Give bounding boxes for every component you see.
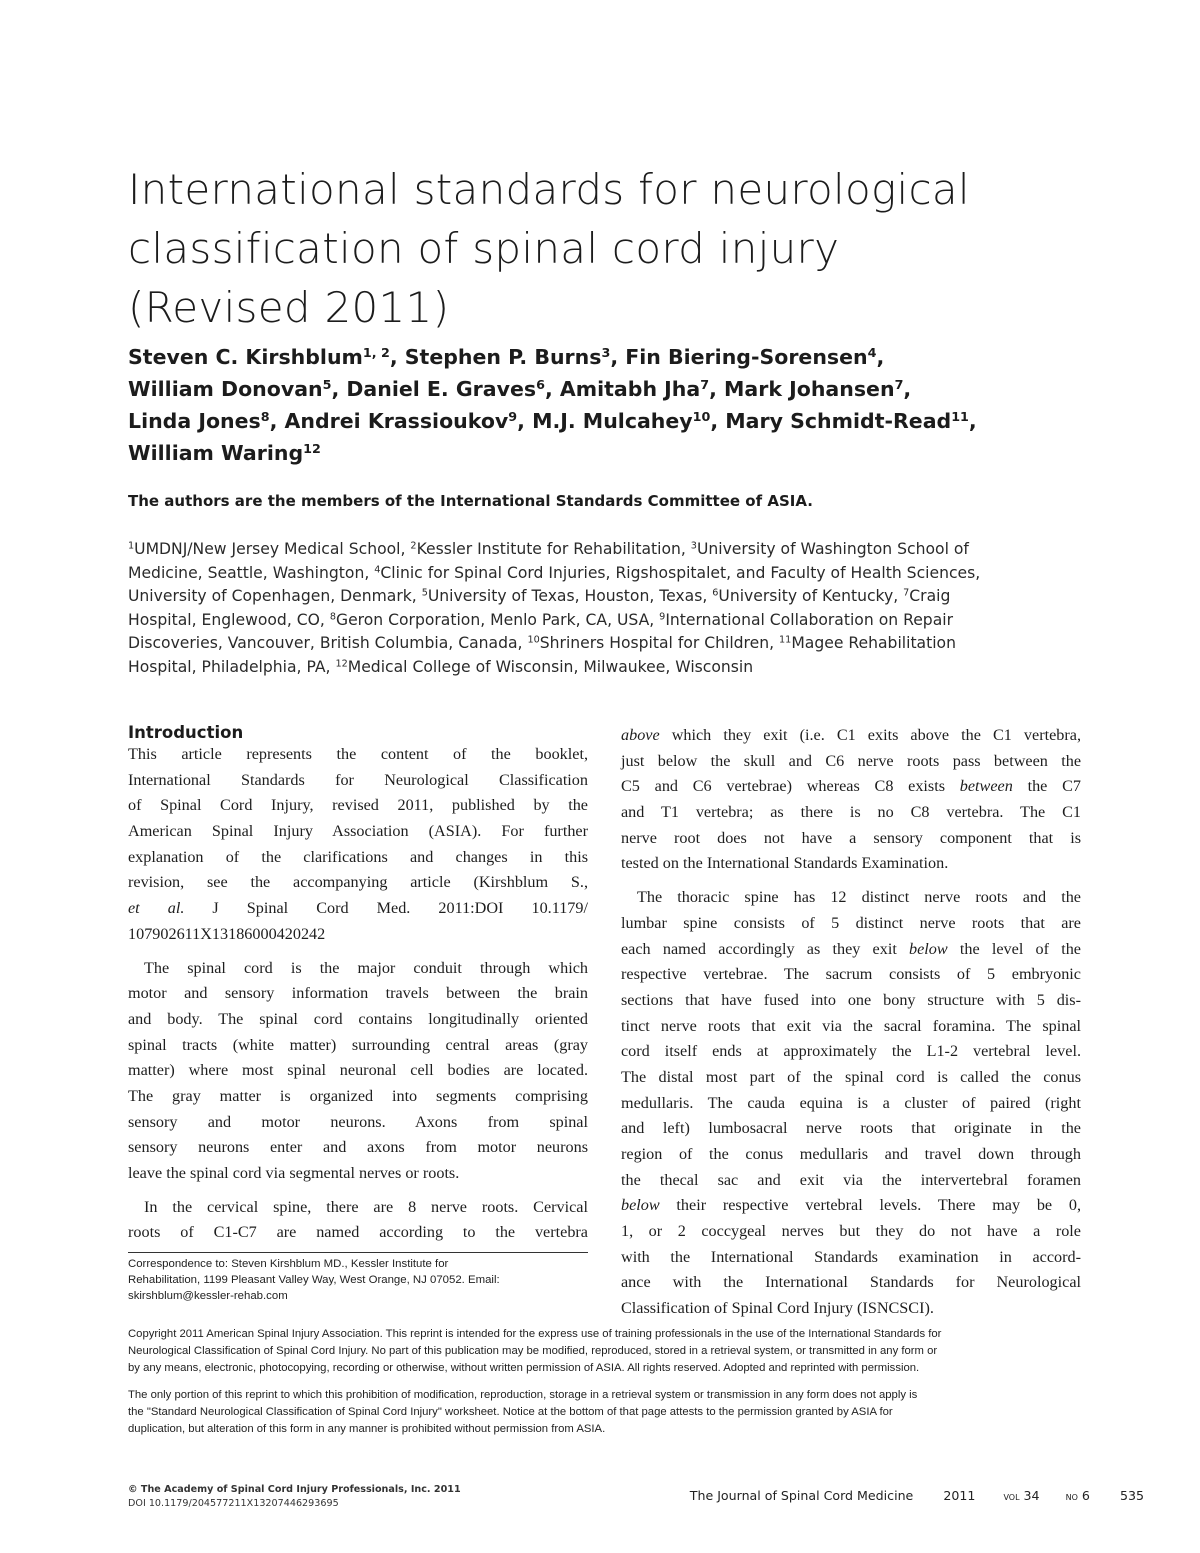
author-affiliation-number: 12 <box>303 441 321 457</box>
affiliation-line <box>128 632 1088 656</box>
author-affiliation-number: 4 <box>867 345 877 361</box>
copyright-notice <box>128 1326 1082 1377</box>
italic-text: above <box>621 726 660 744</box>
text-run: respective vertebrae. The sacrum consists of 5 embryonic <box>621 965 1081 984</box>
article-title <box>128 160 1028 337</box>
text-run: The gray matter is organized into segments comprising <box>128 1086 588 1105</box>
body-text-line <box>128 1195 588 1221</box>
affiliation-number: 11 <box>779 635 792 647</box>
affiliation-text: Medical College of Wisconsin, Milwaukee, Wisconsin <box>347 657 754 676</box>
italic-text: below <box>621 1196 660 1215</box>
text-run: The thoracic spine has 12 distinct nerve roots and the <box>637 888 1081 907</box>
body-text-line <box>128 1058 588 1084</box>
affiliation-text: Discoveries, Vancouver, British Columbia, Canada, <box>128 634 528 653</box>
body-text-line <box>128 1110 588 1136</box>
author-name: , Andrei Krassioukov <box>269 409 509 433</box>
body-text-line <box>621 749 1081 775</box>
body-text-line <box>621 1116 1081 1142</box>
body-text-line <box>128 956 588 982</box>
section-heading-introduction: Introduction <box>128 723 244 742</box>
body-text-line <box>621 800 1081 826</box>
author-name: , Fin Biering-Sorensen <box>610 345 868 369</box>
author-name: , M.J. Mulcahey <box>517 409 693 433</box>
body-text-line <box>128 1033 588 1059</box>
journal-name: The Journal of Spinal Cord Medicine <box>689 1488 914 1503</box>
author-name: , Amitabh Jha <box>544 377 701 401</box>
body-text-line <box>128 742 588 768</box>
body-text-line <box>128 793 588 819</box>
text-run: nerve root does not have a sensory component that is <box>621 828 1081 847</box>
affiliation-text: Clinic for Spinal Cord Injuries, Rigshospitalet, and Faculty of Health Sciences, <box>380 563 981 582</box>
body-text-line <box>621 1270 1081 1296</box>
text-run: cord itself ends at approximately the L1-2 vertebral level. <box>621 1042 1081 1061</box>
body-text-line <box>128 1084 588 1110</box>
body-text-line <box>128 922 588 948</box>
title-line: classification of spinal cord injury <box>128 224 840 273</box>
author-name: , Daniel E. Graves <box>331 377 537 401</box>
author-name: William Waring <box>128 441 304 465</box>
title-line: (Revised 2011) <box>128 283 450 332</box>
body-text-line <box>621 851 1081 877</box>
journal-year: 2011 <box>943 1488 976 1503</box>
italic-text: below <box>909 939 948 958</box>
author-list <box>128 341 1088 469</box>
affiliations <box>128 538 1088 680</box>
affiliation-number: 9 <box>659 611 666 623</box>
author-affiliation-number: 1, 2 <box>362 345 390 361</box>
copyright-line: by any means, electronic, photocopying, recording or otherwise, without written permission of ASIA. All rights reserved. Adopted and reprinted with permission. <box>128 1362 920 1374</box>
body-text-line <box>621 1065 1081 1091</box>
author-affiliation-number: 8 <box>260 409 270 425</box>
body-text-line <box>621 1142 1081 1168</box>
text-run: tested on the International Standards Examination. <box>621 854 949 873</box>
text-run: sections that have fused into one bony structure with 5 dis- <box>621 990 1081 1009</box>
affiliation-number: 4 <box>374 564 381 576</box>
italic-text: et al. <box>128 899 185 918</box>
author-affiliation-number: 5 <box>322 377 332 393</box>
text-run: sensory and motor neurons. Axons from spinal <box>128 1112 588 1131</box>
affiliation-text: Kessler Institute for Rehabilitation, <box>416 540 691 558</box>
affiliation-text: Hospital, Englewood, CO, <box>128 610 330 629</box>
body-text-line <box>621 911 1081 937</box>
body-text-line <box>621 1091 1081 1117</box>
author-name: , Mary Schmidt-Read <box>710 409 952 433</box>
text-run: roots of C1-C7 are named according to the vertebra <box>128 1223 588 1242</box>
body-text-line <box>621 774 1081 800</box>
exception-line: duplication, but alteration of this form in any manner is prohibited without permission from ASIA. <box>128 1423 606 1435</box>
body-text-line <box>621 1014 1081 1040</box>
affiliation-line <box>128 585 1088 609</box>
text-run: International Standards for Neurological Classification <box>128 770 588 789</box>
exception-line: the "Standard Neurological Classification of Spinal Cord Injury" worksheet. Notice at the bottom of that page attests to the permission granted by ASIA for <box>128 1406 893 1418</box>
author-name: Linda Jones <box>128 409 261 433</box>
body-text-line <box>621 885 1081 911</box>
affiliation-text: Hospital, Philadelphia, PA, <box>128 657 336 676</box>
reprint-exception-notice <box>128 1387 1082 1438</box>
affiliation-number: 8 <box>329 611 336 623</box>
text-run: 107902611X13186000420242 <box>128 924 326 943</box>
copyright-line: Copyright 2011 American Spinal Injury Association. This reprint is intended for the express use of training professionals in the use of the International Standards for <box>128 1328 942 1340</box>
author-name: , Mark Johansen <box>709 377 895 401</box>
text-run: region of the conus medullaris and travel down through <box>621 1145 1081 1163</box>
affiliation-number: 2 <box>410 540 417 552</box>
text-run: their respective vertebral levels. There may be 0, <box>659 1196 1081 1215</box>
text-run: of Spinal Cord Injury, revised 2011, published by the <box>128 796 588 815</box>
affiliation-number: 1 <box>128 540 135 552</box>
text-run: matter) where most spinal neuronal cell bodies are located. <box>128 1061 588 1080</box>
text-run: spinal tracts (white matter) surrounding central areas (gray <box>128 1035 588 1054</box>
correspondence-line: Rehabilitation, 1199 Pleasant Valley Way, West Orange, NJ 07052. Email: <box>128 1274 500 1287</box>
affiliation-number: 5 <box>421 587 428 599</box>
author-affiliation-number: 3 <box>601 345 611 361</box>
author-name: , Stephen P. Burns <box>389 345 602 369</box>
text-run: and body. The spinal cord contains longitudinally oriented <box>128 1009 588 1028</box>
author-name: , <box>876 345 885 369</box>
text-run: and T1 vertebra; as there is no C8 vertebra. The C1 <box>621 803 1081 822</box>
text-run: Classification of Spinal Cord Injury (ISNCSCI). <box>621 1299 934 1318</box>
author-affiliation-number: 9 <box>508 409 518 425</box>
body-text-line <box>621 1168 1081 1194</box>
author-name: , <box>968 409 977 433</box>
body-text-line <box>621 1245 1081 1271</box>
affiliation-text: UMDNJ/New Jersey Medical School, <box>134 540 411 558</box>
italic-text: between <box>959 777 1013 796</box>
affiliation-text: University of Texas, Houston, Texas, <box>427 587 713 606</box>
text-run: C5 and C6 vertebrae) whereas C8 exists <box>621 777 960 796</box>
correspondence-divider <box>128 1252 588 1253</box>
affiliation-text: Geron Corporation, Menlo Park, CA, USA, <box>335 610 660 629</box>
text-run: ance with the International Standards for Neurological <box>621 1273 1081 1292</box>
text-run: each named accordingly as they exit <box>621 939 910 958</box>
body-text-line <box>621 723 1081 749</box>
text-run: the thecal sac and exit via the intervertebral foramen <box>621 1170 1081 1189</box>
text-run: tinct nerve roots that exit via the sacral foramina. The spinal <box>621 1016 1081 1035</box>
text-run: J Spinal Cord Med. 2011:DOI 10.1179/ <box>184 899 588 918</box>
affiliation-text: Shriners Hospital for Children, <box>539 634 780 653</box>
affiliation-number: 6 <box>712 587 719 599</box>
affiliation-text: International Collaboration on Repair <box>665 610 953 629</box>
exception-line: The only portion of this reprint to which this prohibition of modification, reproduction, storage in a retrieval system or transmission in any form does not apply is <box>128 1389 918 1401</box>
affiliation-line <box>128 609 1088 633</box>
author-affiliation-number: 11 <box>951 409 969 425</box>
text-run: lumbar spine consists of 5 distinct nerve roots that are <box>621 913 1081 932</box>
author-affiliation-number: 10 <box>692 409 711 425</box>
text-run: just below the skull and C6 nerve roots pass between the <box>621 751 1081 770</box>
affiliation-number: 10 <box>527 635 540 647</box>
affiliation-text: University of Copenhagen, Denmark, <box>128 587 422 606</box>
footer-journal-info <box>690 1488 1144 1503</box>
body-text-line <box>128 1135 588 1161</box>
doi-text: DOI 10.1179/204577211X13207446293695 <box>128 1498 339 1509</box>
text-run: explanation of the clarifications and changes in this <box>128 847 588 866</box>
publisher-copyright: © The Academy of Spinal Cord Injury Professionals, Inc. 2011 <box>128 1484 461 1495</box>
author-name: Steven C. Kirshblum <box>128 345 363 369</box>
affiliation-line <box>128 656 1088 680</box>
author-line <box>128 405 1088 437</box>
committee-note: The authors are the members of the International Standards Committee of ASIA. <box>128 492 813 510</box>
body-text-line <box>128 819 588 845</box>
affiliation-text: Craig <box>909 587 951 606</box>
text-run: and left) lumbosacral nerve roots that originate in the <box>621 1119 1081 1138</box>
body-text-line <box>128 896 588 922</box>
title-line: International standards for neurological <box>128 165 970 214</box>
correspondence-line: skirshblum@kessler-rehab.com <box>128 1290 288 1303</box>
body-text-line <box>621 1219 1081 1245</box>
text-run: with the International Standards examination in accord- <box>621 1247 1081 1266</box>
text-run: medullaris. The cauda equina is a cluster of paired (right <box>621 1093 1081 1112</box>
body-text-line <box>621 988 1081 1014</box>
affiliation-number: 3 <box>690 540 697 552</box>
text-run: the level of the <box>947 939 1081 958</box>
body-text-line <box>128 845 588 871</box>
issue-label: no <box>1065 1490 1078 1503</box>
author-line <box>128 341 1088 373</box>
text-run: the C7 <box>1012 777 1081 796</box>
text-run: revision, see the accompanying article (Kirshblum S., <box>128 873 588 892</box>
right-column-body <box>621 723 1081 1322</box>
text-run: The distal most part of the spinal cord is called the conus <box>621 1067 1081 1086</box>
footer-publisher-block <box>128 1483 461 1511</box>
volume-number: 34 <box>1023 1488 1040 1503</box>
text-run: The spinal cord is the major conduit through which <box>144 958 588 977</box>
page-number: 535 <box>1119 1488 1144 1503</box>
author-line <box>128 437 1088 469</box>
author-affiliation-number: 7 <box>894 377 904 393</box>
author-name: William Donovan <box>128 377 323 401</box>
body-text-line <box>621 962 1081 988</box>
left-column <box>128 722 588 1246</box>
affiliation-text: University of Kentucky, <box>718 587 904 606</box>
text-run: which they exit (i.e. C1 exits above the C1 vertebra, <box>659 726 1081 744</box>
issue-number: 6 <box>1081 1488 1090 1503</box>
volume-label: vol <box>1003 1490 1020 1503</box>
affiliation-number: 12 <box>335 658 348 670</box>
body-text-line <box>128 1007 588 1033</box>
text-run: This article represents the content of the booklet, <box>128 745 588 763</box>
text-run: motor and sensory information travels between the brain <box>128 984 588 1003</box>
affiliation-number: 7 <box>903 587 910 599</box>
affiliation-text: Medicine, Seattle, Washington, <box>128 563 375 582</box>
body-text-line <box>128 768 588 794</box>
author-line <box>128 373 1088 405</box>
affiliation-text: Magee Rehabilitation <box>791 634 956 653</box>
body-text-line <box>621 1039 1081 1065</box>
affiliation-line <box>128 562 1088 586</box>
text-run: 1, or 2 coccygeal nerves but they do not have a role <box>621 1222 1081 1241</box>
body-text-line <box>621 1193 1081 1219</box>
copyright-line: Neurological Classification of Spinal Cord Injury. No part of this publication may be modified, reproduced, stored in a retrieval system, or transmitted in any form or <box>128 1345 938 1357</box>
affiliation-text: University of Washington School of <box>696 540 969 558</box>
body-text-line <box>621 1296 1081 1322</box>
body-text-line <box>128 870 588 896</box>
body-text-line <box>128 1220 588 1246</box>
correspondence-line: Correspondence to: Steven Kirshblum MD., Kessler Institute for <box>128 1258 449 1270</box>
left-column-body <box>128 742 588 1246</box>
text-run: American Spinal Injury Association (ASIA). For further <box>128 822 588 841</box>
affiliation-line <box>128 538 1088 562</box>
author-affiliation-number: 7 <box>700 377 710 393</box>
author-affiliation-number: 6 <box>536 377 545 393</box>
text-run: In the cervical spine, there are 8 nerve roots. Cervical <box>144 1197 588 1216</box>
body-text-line <box>128 1161 588 1187</box>
body-text-line <box>621 937 1081 963</box>
correspondence-note <box>128 1256 588 1305</box>
body-text-line <box>621 826 1081 852</box>
text-run: leave the spinal cord via segmental nerves or roots. <box>128 1164 460 1182</box>
text-run: sensory neurons enter and axons from motor neurons <box>128 1138 588 1157</box>
body-text-line <box>128 981 588 1007</box>
author-name: , <box>903 377 912 401</box>
